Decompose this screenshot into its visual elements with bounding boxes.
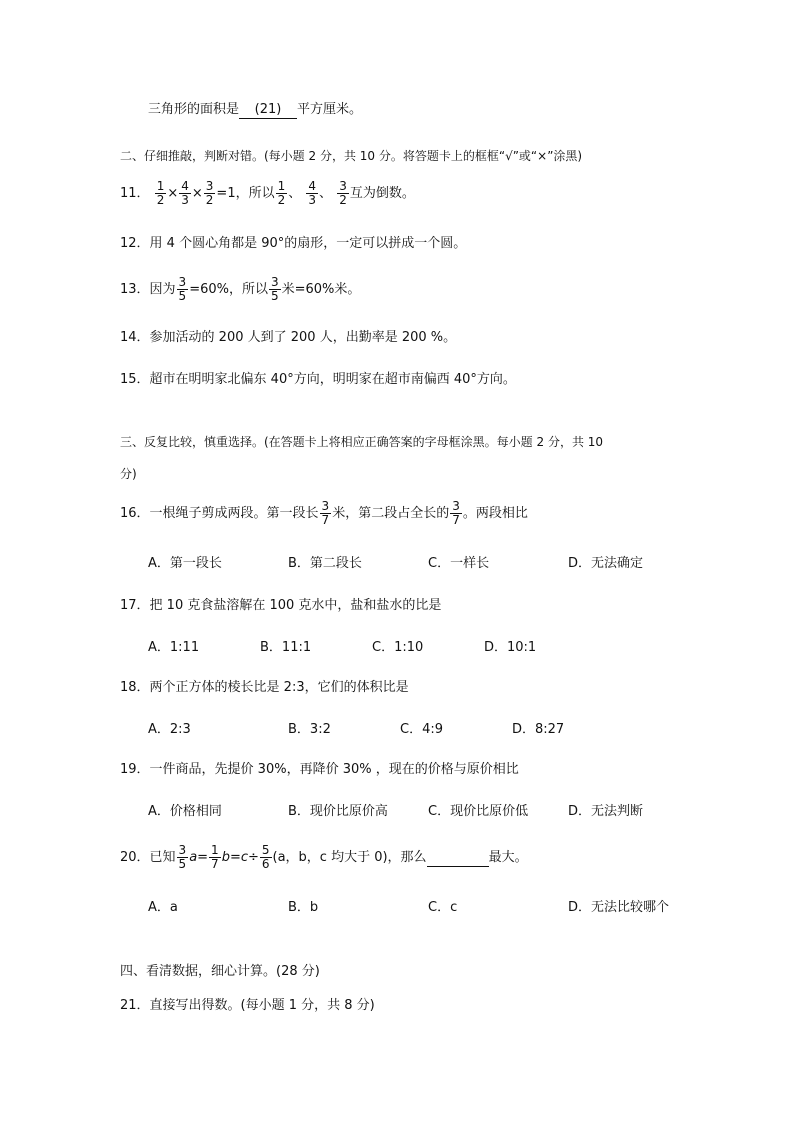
answer-blank-21[interactable]: (21) bbox=[239, 102, 297, 119]
question-21: 21．直接写出得数。(每小题 1 分，共 8 分) bbox=[120, 998, 375, 1013]
fraction: $\frac{5}{6}$ bbox=[261, 843, 270, 871]
section4-title: 四、看清数据，细心计算。(28 分) bbox=[120, 964, 320, 979]
q17-option-a[interactable]: A．1:11 bbox=[148, 640, 200, 655]
q16-option-a[interactable]: A．第一段长 bbox=[148, 556, 222, 571]
fraction: $\frac{1}{2}$ bbox=[277, 179, 286, 207]
question-14: 14．参加活动的 200 人到了 200 人，出勤率是 200 %。 bbox=[120, 330, 457, 345]
fraction: $\frac{4}{3}$ bbox=[308, 179, 317, 207]
q16-option-d[interactable]: D．无法确定 bbox=[568, 556, 644, 571]
q18-option-a[interactable]: A．2:3 bbox=[148, 722, 191, 737]
fraction: $\frac{4}{3}$ bbox=[181, 179, 189, 207]
question-19: 19．一件商品，先提价 30%，再降价 30% ，现在的价格与原价相比 bbox=[120, 762, 519, 777]
question-20: 20．已知 $\frac{3}{5}$ a= $\frac{1}{7}$ b=c÷ $\frac{5}{6}$ (a，b，c 均大于 0)，那么 最大。 bbox=[120, 843, 528, 871]
q18-option-c[interactable]: C．4:9 bbox=[400, 722, 443, 737]
question-16: 16．一根绳子剪成两段。第一段长 $\frac{3}{7}$ 米，第二段占全长的 $\frac{3}{7}$ 。两段相比 bbox=[120, 499, 528, 527]
q16-option-c[interactable]: C．一样长 bbox=[428, 556, 490, 571]
fraction: $\frac{3}{2}$ bbox=[205, 179, 214, 207]
q20-option-b[interactable]: B．b bbox=[288, 900, 319, 915]
q16-option-b[interactable]: B．第二段长 bbox=[288, 556, 362, 571]
q19-option-b[interactable]: B．现价比原价高 bbox=[288, 804, 388, 819]
question-11: 11． $\frac{1}{2}$ × $\frac{4}{3}$ × $\frac{3}{2}$ =1，所以 $\frac{1}{2}$ 、 $\frac{4}{3}$ 、 $\frac{3}{2}$ 互为倒数。 bbox=[120, 179, 415, 207]
q19-option-c[interactable]: C．现价比原价低 bbox=[428, 804, 529, 819]
question-13: 13．因为 $\frac{3}{5}$ =60%，所以 $\frac{3}{5}$ 米=60%米。 bbox=[120, 275, 361, 303]
q18-option-d[interactable]: D．8:27 bbox=[512, 722, 565, 737]
answer-blank-q20[interactable] bbox=[427, 850, 489, 867]
triangle-area-line bbox=[148, 100, 362, 120]
q19-option-a[interactable]: A．价格相同 bbox=[148, 804, 222, 819]
fraction: $\frac{3}{5}$ bbox=[178, 275, 187, 303]
section3-title-line2: 分) bbox=[120, 467, 137, 481]
fraction: $\frac{3}{5}$ bbox=[270, 275, 279, 303]
fraction: $\frac{3}{5}$ bbox=[178, 843, 187, 871]
section3-title-line1: 三、反复比较，慎重选择。(在答题卡上将相应正确答案的字母框涂黑。每小题 2 分，共 10 bbox=[120, 435, 604, 449]
question-18: 18．两个正方体的棱长比是 2:3，它们的体积比是 bbox=[120, 680, 409, 695]
fraction: $\frac{3}{7}$ bbox=[452, 499, 460, 527]
q20-option-c[interactable]: C．c bbox=[428, 900, 458, 915]
triangle-area-prefix: 三角形的面积是 bbox=[148, 102, 240, 117]
question-12: 12．用 4 个圆心角都是 90°的扇形，一定可以拼成一个圆。 bbox=[120, 236, 467, 251]
section2-title: 二、仔细推敲，判断对错。(每小题 2 分，共 10 分。将答题卡上的框框“√”或“×”涂黑) bbox=[120, 149, 583, 163]
q20-option-d[interactable]: D．无法比较哪个 bbox=[568, 900, 670, 915]
q17-option-c[interactable]: C．1:10 bbox=[372, 640, 424, 655]
q20-option-a[interactable]: A．a bbox=[148, 900, 178, 915]
fraction: $\frac{1}{7}$ bbox=[211, 843, 219, 871]
fraction: $\frac{3}{7}$ bbox=[321, 499, 330, 527]
q19-option-d[interactable]: D．无法判断 bbox=[568, 804, 644, 819]
question-15: 15．超市在明明家北偏东 40°方向，明明家在超市南偏西 40°方向。 bbox=[120, 372, 516, 387]
fraction: $\frac{1}{2}$ bbox=[156, 179, 165, 207]
triangle-area-suffix: 平方厘米。 bbox=[297, 102, 363, 117]
q18-option-b[interactable]: B．3:2 bbox=[288, 722, 331, 737]
fraction: $\frac{3}{2}$ bbox=[339, 179, 347, 207]
q17-option-d[interactable]: D．10:1 bbox=[484, 640, 537, 655]
q17-option-b[interactable]: B．11:1 bbox=[260, 640, 312, 655]
question-17: 17．把 10 克食盐溶解在 100 克水中，盐和盐水的比是 bbox=[120, 598, 442, 613]
